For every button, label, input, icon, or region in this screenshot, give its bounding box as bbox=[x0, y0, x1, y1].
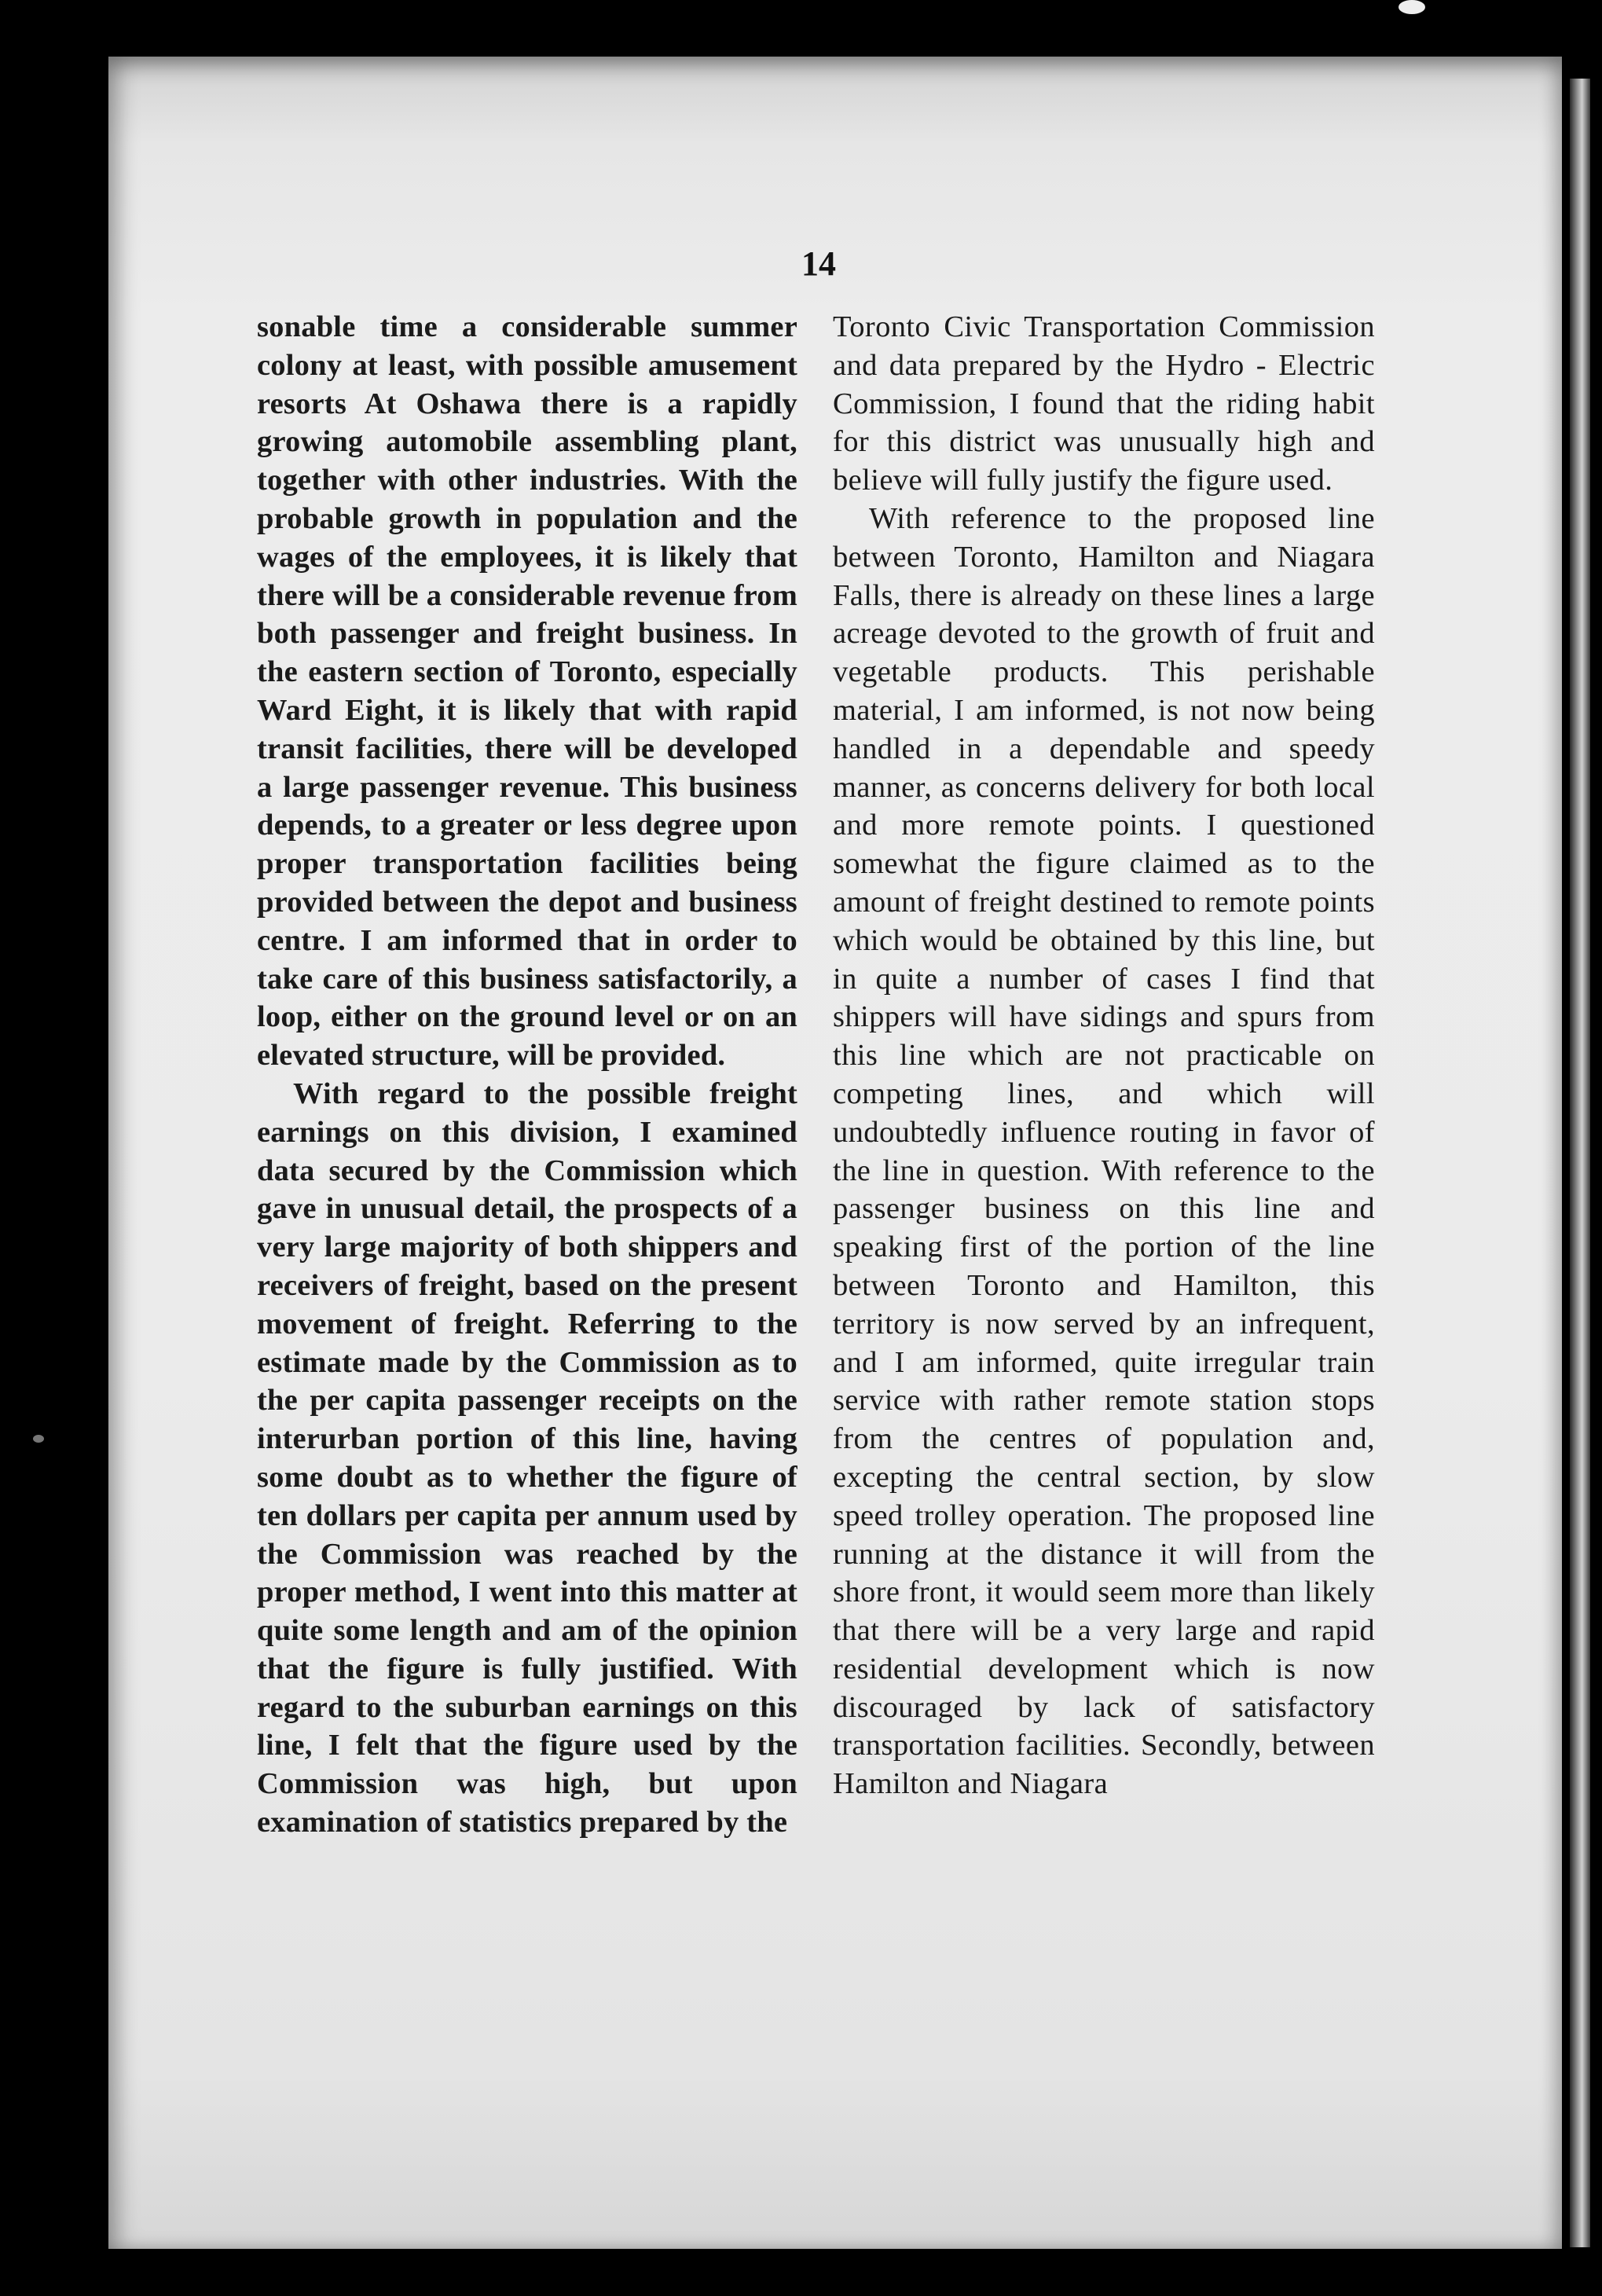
paragraph: With regard to the possible freight earnings on this division, I examined data secured by the Commission which gave in unusual detail, the prospects of a very large majority of both shippers and receivers of freight, based on the present movement of freight. Referring to the estimate made by the Commission as to the per capita passenger receipts on the interurban portion of this line, having some doubt as to whether the figure of ten dollars per capita per annum used by the Commission was reached by the proper method, I went into this matter at quite some length and am of the opinion that the figure is fully justified. With regard to the suburban earnings on this line, I felt that the figure used by the Commission was high, but upon examination of statistics prepared by the bbox=[257, 1076, 797, 1839]
page-number: 14 bbox=[801, 244, 836, 283]
scan-speck bbox=[1399, 0, 1425, 14]
right-column bbox=[833, 308, 1375, 2115]
paragraph: With reference to the proposed line between Toronto, Hamilton and Niagara Falls, there is already on these lines a large acreage devoted to the growth of fruit and vegetable products. This perishable material, I am informed, is not now being handled in a dependable and speedy manner, as concerns delivery for both local and more remote points. I questioned somewhat the figure claimed as to the amount of freight destined to remote points which would be obtained by this line, but in quite a number of cases I find that shippers will have sidings and spurs from this line which are not practicable on competing lines, and which will undoubtedly influence routing in favor of the line in question. With reference to the passenger business on this line and speaking first of the portion of the line between Toronto and Hamilton, this territory is now served by an infrequent, and I am informed, quite irregular train service with rather remote station stops from the centres of population and, excepting the central section, by slow speed trolley operation. The proposed line running at the distance it will from the shore front, it would seem more than likely that there will be a very large and rapid residential development which is now discouraged by lack of satisfactory transportation facilities. Secondly, between Hamilton and Niagara bbox=[833, 501, 1375, 1801]
paragraph: Toronto Civic Transportation Commission and data prepared by the Hydro - Electric Commission, I found that the riding habit for this district was unusually high and believe will fully justify the figure used. bbox=[833, 310, 1375, 497]
adjacent-page-edge bbox=[1570, 79, 1590, 2247]
paragraph: sonable time a considerable summer colony at least, with possible amusement resorts At Oshawa there is a rapidly growing automobile assembling plant, together with other industries. With the probable growth in population and the wages of the employees, it is likely that there will be a considerable revenue from both passenger and freight business. In the eastern section of Toronto, especially Ward Eight, it is likely that with rapid transit facilities, there will be developed a large passenger revenue. This business depends, to a greater or less degree upon proper transportation facilities being provided between the depot and business centre. I am informed that in order to take care of this business satisfactorily, a loop, either on the ground level or on an elevated structure, will be provided. bbox=[257, 310, 797, 1073]
left-column bbox=[257, 308, 797, 2115]
scan-speck bbox=[33, 1435, 44, 1443]
